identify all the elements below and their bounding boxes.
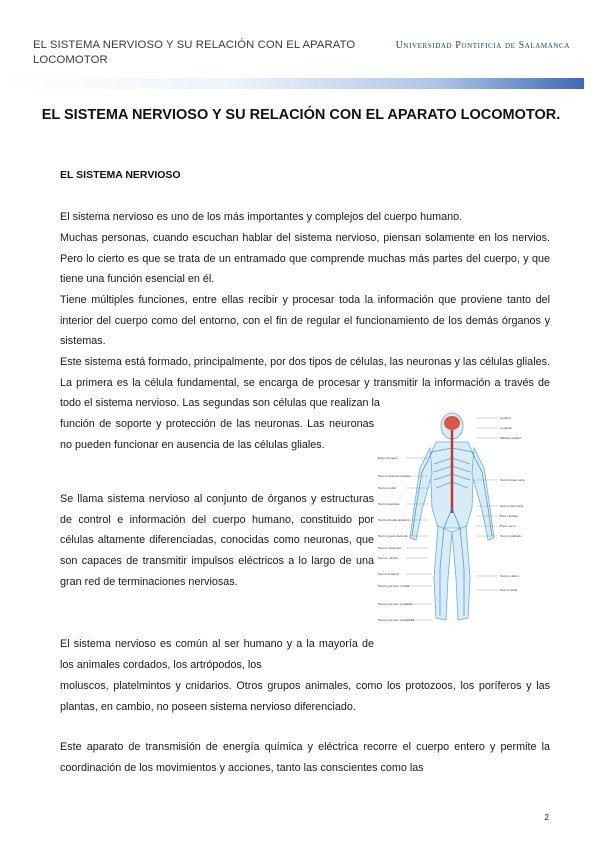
paragraph-1: El sistema nervioso es uno de los más importantes y complejos del cuerpo humano. bbox=[60, 211, 463, 223]
running-header: EL SISTEMA NERVIOSO Y SU RELACIÓN CON EL APARATO LOCOMOTOR bbox=[33, 39, 356, 66]
label-l5: Nervio genitofemoral bbox=[378, 534, 408, 538]
header-gradient-bar bbox=[0, 78, 584, 89]
label-r5: Plexo lumbar bbox=[500, 514, 519, 518]
paragraph-6-continued: moluscos, platelmintos y cnidarios. Otros grupos animales, como los protozoos, los poríferos y las plantas, en cambio, no poseen sistema nervioso diferenciado. bbox=[60, 680, 550, 713]
label-r6: Plexo sacro bbox=[500, 524, 516, 528]
label-l2: Nervio radial bbox=[378, 486, 396, 490]
paragraph-2: Muchas personas, cuando escuchan hablar del sistema nervioso, piensan solamente en los nervios. Pero lo cierto es que se trata de un entramado que comprende muchas más partes del cuerpo, y que tiene una función esencial en él. bbox=[60, 232, 550, 286]
label-r3: Nervio intercostal bbox=[500, 478, 525, 482]
label-l3: Nervio mediano bbox=[378, 502, 400, 506]
paragraph-4-continued: función de soporte y protección de las neuronas. Las neuronas no pueden funcionar en ausencia de las células gliales. bbox=[60, 418, 374, 451]
label-r9: Nervio tibial bbox=[500, 588, 518, 592]
nervous-system-figure bbox=[376, 408, 576, 634]
label-l4: Nervio iliohipogástrico bbox=[378, 518, 410, 522]
brain-mark bbox=[444, 416, 460, 430]
label-l0: Plexo braquial bbox=[378, 456, 398, 460]
label-l1: Nervio musculocutáneo bbox=[378, 474, 411, 478]
label-r2: Médula espinal bbox=[500, 436, 521, 440]
label-r7: Nervio pudendo bbox=[500, 534, 522, 538]
label-l7: Nervio cubital bbox=[378, 556, 398, 560]
label-l6: Nervio obturador bbox=[378, 546, 402, 550]
label-l10: Nervio peroneo profundo bbox=[378, 602, 413, 606]
label-l9: Nervio peroneo común bbox=[378, 584, 410, 588]
paragraph-4: Este sistema está formado, principalmente, por dos tipos de células, las neuronas y las células gliales. La primera es la célula fundamental, se encarga de procesar y transmitir la información a través de todo el sistema nervioso. Las segundas son células que realizan la bbox=[60, 356, 550, 410]
label-r1: Cerebelo bbox=[500, 426, 513, 430]
page-number: 2 bbox=[544, 813, 549, 822]
label-r4: Nervio subcostal bbox=[500, 504, 523, 508]
paragraph-3: Tiene múltiples funciones, entre ellas recibir y procesar toda la información que proviene tanto del interior del cuerpo como del entorno, con el fin de regular el funcionamiento de los demás órganos y sistemas. bbox=[60, 294, 550, 348]
paragraph-6: El sistema nervioso es común al ser humano y a la mayoría de los animales cordados, los artrópodos, los bbox=[60, 638, 374, 671]
paragraph-7: Este aparato de transmisión de energía química y eléctrica recorre el cuerpo entero y permite la coordinación de los movimientos y acciones, tanto las conscientes como las bbox=[60, 741, 550, 774]
document-title: EL SISTEMA NERVIOSO Y SU RELACIÓN CON EL APARATO LOCOMOTOR. bbox=[41, 107, 561, 123]
label-l8: Nervio femoral bbox=[378, 572, 399, 576]
nervous-system-illustration bbox=[376, 408, 576, 634]
label-r8: Nervio ciático bbox=[500, 574, 520, 578]
university-name: Universidad Pontificia de Salamanca bbox=[395, 40, 570, 51]
section-heading: EL SISTEMA NERVIOSO bbox=[60, 169, 181, 181]
label-l11: Nervio peroneo superficial bbox=[378, 618, 415, 622]
paragraph-5: Se llama sistema nervioso al conjunto de órganos y estructuras de control e información del cuerpo humano, constituido por células altamente diferenciadas, conocidas como neuronas, que son capaces de transmitir impulsos eléctricos a lo largo de una gran red de terminaciones nerviosas. bbox=[60, 493, 374, 588]
label-r0: Cerebro bbox=[500, 416, 511, 420]
